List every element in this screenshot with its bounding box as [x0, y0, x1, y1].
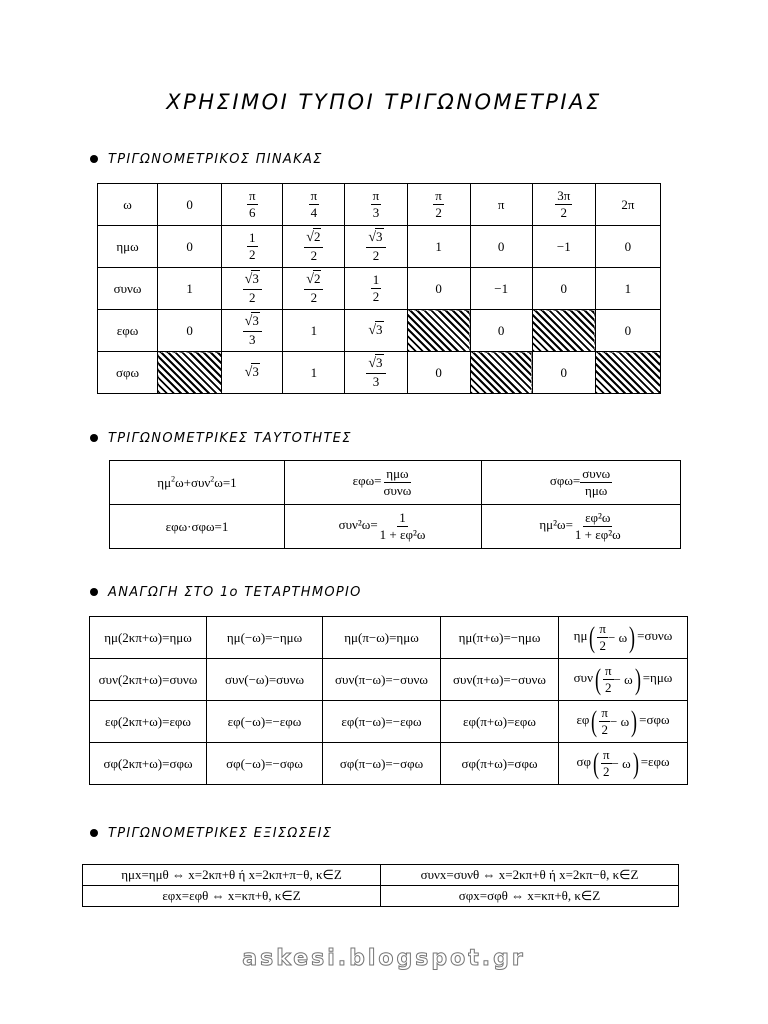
identity-cell [285, 461, 482, 505]
right-paren: ) [634, 662, 641, 696]
complement-result: =συνω [637, 628, 673, 644]
fraction-denominator: συνω [383, 483, 412, 498]
complement-cell [559, 743, 688, 785]
value-text: π [497, 196, 505, 212]
fraction-denominator: 1 + εφ²ω [574, 527, 621, 542]
value-cell [345, 226, 407, 268]
complement-cell [559, 617, 688, 659]
square-root [245, 314, 260, 330]
angle-cell [283, 184, 345, 226]
fraction-denominator: 2 [310, 290, 318, 306]
radical-sign: √ [244, 314, 253, 330]
fraction-denominator: 3 [372, 205, 380, 220]
trig-row [98, 268, 661, 310]
identity-fraction [378, 511, 428, 541]
function-label-cell [98, 268, 158, 310]
square-root [368, 322, 383, 339]
reduction-cell [323, 743, 441, 785]
fraction-numerator [304, 230, 323, 248]
reduction-cell [441, 701, 559, 743]
reduction-cell [323, 617, 441, 659]
square-root [245, 364, 260, 381]
trig-row [98, 226, 661, 268]
identities-table [109, 460, 681, 549]
undefined-cell [407, 310, 470, 352]
radical-sign: √ [306, 230, 314, 246]
bullet-icon [90, 155, 98, 163]
reduction-row [90, 617, 688, 659]
equation-cell: ημx=ημθ ⇔ x=2κπ+θ ή x=2κπ+π−θ, κ∈Z [83, 865, 381, 886]
reduction-formula: ημ(2κπ+ω)=ημω [104, 629, 192, 645]
fraction-numerator: 1 [399, 510, 406, 526]
minus-omega: − ω [613, 671, 633, 687]
value-cell [470, 268, 532, 310]
value-cell [532, 268, 595, 310]
complement-result: =ημω [642, 670, 673, 686]
fraction [243, 314, 262, 346]
value-cell [595, 310, 660, 352]
reduction-row [90, 659, 688, 701]
value-cell [222, 268, 283, 310]
section-heading-text: ΑΝΑΓΩΓΗ ΣΤΟ 1ο ΤΕΤΑΡΤΗΜΟΡΙΟ [108, 585, 362, 600]
value-cell [158, 226, 222, 268]
angle-cell [470, 184, 532, 226]
section-heading-identities [90, 431, 352, 446]
value-text: 0 [186, 196, 193, 212]
fraction-denominator: 2 [560, 205, 568, 220]
page-title: ΧΡΗΣΙΜΟΙ ΤΥΠΟΙ ΤΡΙΓΩΝΟΜΕΤΡΙΑΣ [166, 90, 602, 114]
reduction-formula: σφ(π−ω)=−σφω [339, 755, 424, 771]
fraction-numerator: 1 [372, 272, 380, 288]
radicand: 3 [376, 322, 383, 337]
fraction-denominator: 2 [435, 205, 442, 220]
function-label: ημω [116, 238, 139, 254]
left-paren: ( [594, 662, 601, 696]
reduction-formula: εφ(π+ω)=εφω [463, 713, 536, 729]
function-name: εφ [576, 712, 590, 728]
fraction [243, 272, 262, 304]
fraction-numerator [366, 356, 385, 374]
identity-lhs: σφω= [549, 473, 581, 489]
complement-cell [559, 701, 688, 743]
fraction [371, 273, 382, 303]
value-cell [407, 226, 470, 268]
fraction-denominator: 2 [249, 290, 256, 306]
fraction [599, 706, 610, 736]
fraction-denominator: 1 + εφ²ω [379, 527, 426, 542]
identity-cell [110, 461, 285, 505]
undefined-cell [158, 352, 222, 394]
angle-cell [158, 184, 222, 226]
reduction-cell [441, 617, 559, 659]
parenthesized-expression [591, 748, 641, 778]
footer-watermark: askesi.blogspot.gr [242, 946, 526, 971]
fraction [304, 272, 323, 304]
equations-row [83, 865, 679, 886]
function-label-cell [98, 352, 158, 394]
value-cell [470, 310, 532, 352]
radicand: 3 [252, 364, 259, 379]
square-root [368, 230, 383, 246]
trig-header-row [98, 184, 661, 226]
value-cell [595, 268, 660, 310]
identity-cell [110, 505, 285, 549]
reduction-formula: σφ(2κπ+ω)=σφω [103, 755, 193, 771]
angle-label-cell [98, 184, 158, 226]
value-cell [345, 268, 407, 310]
fraction [247, 189, 258, 219]
square-root [368, 356, 383, 372]
fraction-numerator: π [601, 705, 608, 721]
fraction-numerator: π [248, 188, 256, 204]
complement-result: =σφω [639, 712, 670, 728]
value-cell [222, 352, 283, 394]
reduction-cell [207, 659, 323, 701]
fraction-denominator: 2 [603, 764, 610, 779]
value-cell [283, 268, 345, 310]
value-cell [345, 352, 407, 394]
value-cell [158, 268, 222, 310]
fraction-numerator: 1 [249, 230, 256, 246]
reduction-cell [323, 659, 441, 701]
reduction-formula: σφ(π+ω)=σφω [461, 755, 538, 771]
value-cell [595, 226, 660, 268]
value-cell [407, 268, 470, 310]
fraction-denominator: 2 [599, 638, 606, 653]
section-heading-table [90, 152, 323, 167]
identity-text: εφω·σφω=1 [165, 518, 229, 534]
fraction-numerator: συνω [582, 466, 611, 482]
reduction-cell [90, 659, 207, 701]
reduction-formula: σφ(−ω)=−σφω [226, 755, 303, 771]
reduction-cell [207, 743, 323, 785]
parenthesized-expression [593, 664, 643, 694]
reduction-formula: ημ(−ω)=−ημω [226, 629, 303, 645]
radical-sign: √ [368, 356, 377, 372]
fraction-numerator: 3π [557, 188, 571, 204]
undefined-cell [470, 352, 532, 394]
radical-sign: √ [368, 323, 377, 338]
right-paren: ) [629, 620, 636, 654]
equation-cell: σφx=σφθ ⇔ x=κπ+θ, κ∈Z [381, 886, 679, 907]
identity-lhs: ημ²ω= [539, 517, 573, 533]
reduction-cell [90, 617, 207, 659]
parenthesized-expression [587, 622, 637, 652]
reduction-formula: συν(−ω)=συνω [224, 671, 305, 687]
reduction-table [89, 616, 688, 785]
reduction-cell [441, 743, 559, 785]
identity-lhs: εφω= [352, 473, 382, 489]
reduction-cell [90, 743, 207, 785]
function-label: εφω [116, 322, 139, 338]
fraction-denominator: 4 [310, 205, 318, 220]
value-text: −1 [556, 238, 571, 254]
value-text: 1 [310, 322, 318, 338]
minus-omega: − ω [610, 713, 630, 729]
fraction-numerator: π [435, 188, 442, 204]
fraction [309, 189, 320, 219]
identity-fraction [381, 467, 413, 497]
radical-sign: √ [306, 272, 314, 288]
function-label: σφω [116, 364, 140, 380]
value-cell [470, 226, 532, 268]
complement-result: =εφω [640, 754, 670, 770]
bullet-icon [90, 829, 98, 837]
function-label-cell [98, 226, 158, 268]
fraction-denominator: 2 [605, 680, 612, 695]
square-root [245, 272, 260, 288]
fraction [366, 356, 385, 388]
angle-cell [345, 184, 407, 226]
value-text: 0 [560, 364, 568, 380]
equations-table [82, 864, 679, 907]
trig-values-table [97, 183, 661, 394]
reduction-formula: εφ(2κπ+ω)=εφω [105, 713, 191, 729]
fraction [555, 189, 572, 219]
radicand: 3 [376, 355, 383, 371]
value-cell [283, 310, 345, 352]
function-label-cell [98, 310, 158, 352]
section-heading-text: ΤΡΙΓΩΝΟΜΕΤΡΙΚΟΣ ΠΙΝΑΚΑΣ [108, 152, 323, 167]
reduction-formula: ημ(π+ω)=−ημω [458, 629, 541, 645]
fraction [433, 189, 444, 219]
reduction-formula: εφ(−ω)=−εφω [227, 713, 302, 729]
value-text: 0 [624, 238, 632, 254]
reduction-formula: ημ(π−ω)=ημω [344, 629, 419, 645]
function-name: συν [573, 670, 593, 686]
value-text: −1 [494, 280, 509, 296]
minus-omega: − ω [608, 629, 628, 645]
value-cell [158, 310, 222, 352]
angle-cell [532, 184, 595, 226]
equation-cell: συνx=συνθ ⇔ x=2κπ+θ ή x=2κπ−θ, κ∈Z [381, 865, 679, 886]
value-text: 0 [560, 280, 568, 296]
angle-label: ω [123, 196, 132, 212]
fraction-denominator: 2 [310, 248, 318, 264]
angle-cell [222, 184, 283, 226]
value-cell [532, 352, 595, 394]
fraction-denominator: 2 [249, 247, 256, 262]
fraction-denominator: 6 [248, 205, 256, 220]
angle-cell [407, 184, 470, 226]
value-text: 1 [624, 280, 632, 296]
reduction-formula: συν(π+ω)=−συνω [453, 671, 546, 687]
fraction [247, 231, 258, 261]
left-paren: ( [591, 704, 598, 738]
fraction-numerator: π [372, 188, 380, 204]
fraction [304, 230, 323, 262]
radical-sign: √ [244, 272, 253, 288]
fraction-denominator: 3 [372, 374, 380, 390]
reduction-cell [207, 617, 323, 659]
pythagorean-identity: $\eta\mu^2\omega+\sigma\upsilon\nu^2\omega=1$ [157, 474, 237, 490]
fraction-numerator [366, 230, 385, 248]
identity-cell [285, 505, 482, 549]
radicand: 2 [313, 271, 321, 287]
identity-cell [482, 461, 681, 505]
identity-fraction [580, 467, 612, 497]
bullet-icon [90, 588, 98, 596]
reduction-formula: συν(2κπ+ω)=συνω [98, 671, 198, 687]
equations-row [83, 886, 679, 907]
fraction-denominator: 2 [372, 248, 380, 264]
fraction-numerator [304, 272, 323, 290]
value-text: 1 [435, 238, 442, 254]
identity-lhs: συν²ω= [338, 517, 378, 533]
left-paren: ( [589, 620, 596, 654]
fraction [597, 622, 608, 652]
square-root [306, 230, 321, 246]
fraction-numerator: π [599, 621, 606, 637]
radical-sign: √ [244, 365, 253, 380]
value-text: 1 [186, 280, 193, 296]
trig-row [98, 310, 661, 352]
value-cell [532, 226, 595, 268]
reduction-formula: συν(π−ω)=−συνω [335, 671, 428, 687]
radicand: 3 [252, 271, 259, 287]
function-name: ημ [573, 628, 588, 644]
identities-row [110, 461, 681, 505]
value-text: 0 [435, 364, 442, 380]
value-text: 0 [497, 238, 505, 254]
reduction-cell [90, 701, 207, 743]
radical-sign: √ [368, 230, 377, 246]
fraction-numerator: π [310, 188, 318, 204]
section-heading-text: ΤΡΙΓΩΝΟΜΕΤΡΙΚΕΣ ΕΞΙΣΩΣΕΙΣ [108, 826, 333, 841]
fraction-denominator: 3 [249, 332, 256, 348]
fraction-numerator: π [602, 747, 610, 763]
radicand: 3 [376, 229, 383, 245]
value-text: 0 [186, 322, 193, 338]
value-text: 0 [435, 280, 442, 296]
identities-row [110, 505, 681, 549]
fraction-numerator: εφ²ω [585, 510, 611, 526]
function-name: σφ [576, 754, 591, 770]
reduction-cell [441, 659, 559, 701]
function-label: συνω [113, 280, 142, 296]
fraction-denominator: 2 [372, 289, 380, 304]
radicand: 2 [313, 229, 321, 245]
value-cell [283, 352, 345, 394]
fraction [366, 230, 385, 262]
value-text: 0 [186, 238, 193, 254]
minus-omega: − ω [611, 755, 631, 771]
section-heading-reduction [90, 585, 362, 600]
value-cell [407, 352, 470, 394]
fraction [601, 748, 612, 778]
value-text: 1 [310, 364, 318, 380]
fraction-numerator: ημω [386, 466, 409, 482]
undefined-cell [595, 352, 660, 394]
reduction-formula: εφ(π−ω)=−εφω [341, 713, 422, 729]
fraction-numerator [243, 314, 262, 332]
trig-row [98, 352, 661, 394]
section-heading-text: ΤΡΙΓΩΝΟΜΕΤΡΙΚΕΣ ΤΑΥΤΟΤΗΤΕΣ [108, 431, 352, 446]
fraction-numerator [243, 272, 262, 290]
fraction-numerator: π [604, 663, 612, 679]
fraction-denominator: ημω [585, 483, 608, 498]
undefined-cell [532, 310, 595, 352]
parenthesized-expression [589, 706, 639, 736]
bullet-icon [90, 434, 98, 442]
fraction [603, 664, 614, 694]
value-cell [222, 310, 283, 352]
identity-cell [482, 505, 681, 549]
radicand: 3 [252, 313, 259, 329]
left-paren: ( [592, 746, 599, 780]
right-paren: ) [632, 746, 639, 780]
value-cell [283, 226, 345, 268]
complement-cell [559, 659, 688, 701]
value-text: 2π [621, 196, 635, 212]
square-root [306, 272, 321, 288]
identity-fraction [573, 511, 623, 541]
fraction [371, 189, 382, 219]
fraction-denominator: 2 [601, 722, 608, 737]
value-text: 0 [497, 322, 505, 338]
angle-cell [595, 184, 660, 226]
reduction-cell [207, 701, 323, 743]
value-text: 0 [624, 322, 632, 338]
reduction-cell [323, 701, 441, 743]
equation-cell: εφx=εφθ ⇔ x=κπ+θ, κ∈Z [83, 886, 381, 907]
reduction-row [90, 743, 688, 785]
right-paren: ) [631, 704, 638, 738]
value-cell [345, 310, 407, 352]
reduction-row [90, 701, 688, 743]
section-heading-equations [90, 826, 332, 841]
value-cell [222, 226, 283, 268]
